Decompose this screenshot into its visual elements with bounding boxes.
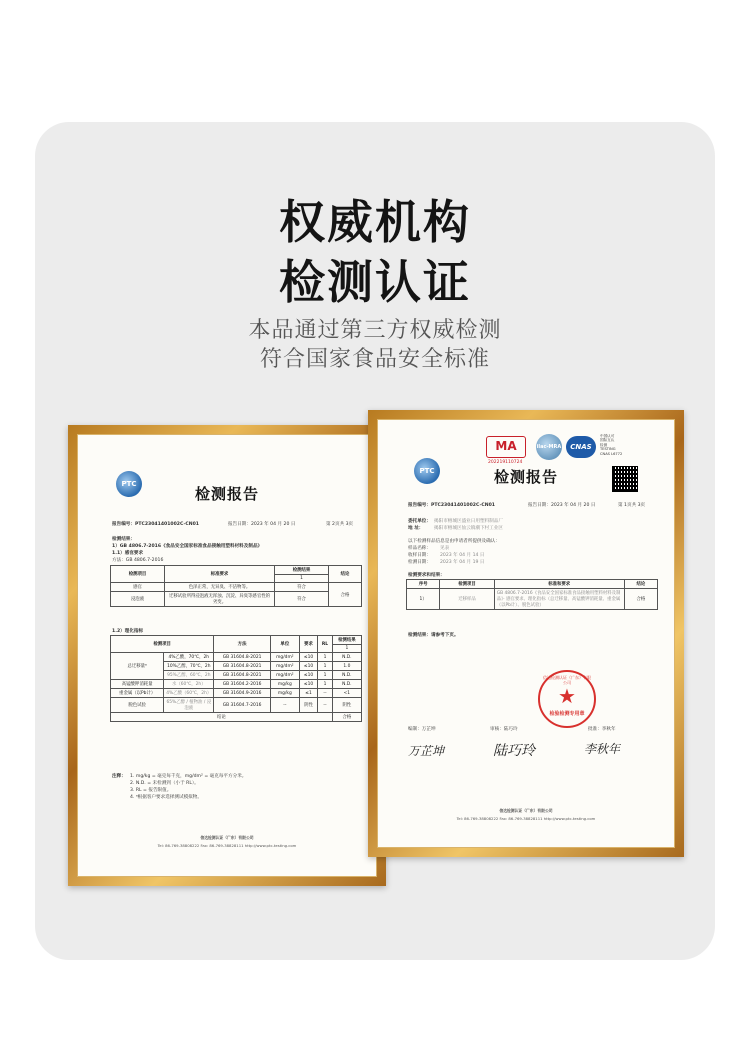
seal-star-icon: ★ [558, 684, 576, 708]
sensory-subheader: 1 [275, 575, 329, 583]
left-notes-label: 注释： [112, 774, 126, 779]
cnas-caption-line: 中国认可 [600, 434, 615, 438]
table-cell: GB 31604.9-2016 [214, 689, 271, 698]
result-reference-line: 检测结果：请参考下页。 [408, 633, 459, 638]
sensory-header-item: 检测项目 [111, 566, 165, 583]
table-cell: -- [270, 698, 299, 713]
physchem-conclusion: 合格 [332, 713, 361, 722]
table-cell: ≤10 [299, 653, 317, 662]
address-label: 地 址： [408, 526, 424, 531]
table-cell: 1 [318, 662, 332, 671]
right-footer-contact: Tel: 86-769-38808222 Fax: 86-769-38828111 http://www.ptc-testing.com [456, 816, 596, 821]
physchem-table [110, 635, 362, 722]
left-report-number: 报告编号：PTC23041401002C-CN01 [112, 522, 199, 527]
sensory-header-req: 标准要求 [165, 566, 275, 583]
left-certificate-title: 检测报告 [194, 485, 259, 503]
client-value: 揭阳市榕城区盛业日用塑料制品厂 [434, 519, 503, 524]
table-cell: 感官 [111, 583, 165, 592]
table-cell: -- [318, 689, 332, 698]
table-cell: 高锰酸钾消耗量 [111, 680, 164, 689]
right-footer-company: 信达检测认证（广东）有限公司 [499, 808, 553, 813]
right-certificate-frame [368, 410, 684, 857]
right-report-number: 报告编号：PTC23041401002C-CN01 [408, 503, 495, 508]
client-label: 委托单位： [408, 519, 431, 524]
seal-ring-text: 信达检测认证（广东）有限公司 [543, 675, 591, 685]
table-cell: 10%乙醇，70℃，2h [164, 662, 214, 671]
left-certificate-page [77, 434, 377, 877]
table-cell: ≤1 [299, 689, 317, 698]
physchem-header-result: 检测结果 [332, 636, 361, 645]
requirements-label: 检测要求和结果： [408, 573, 445, 578]
table-cell: GB 31604.8-2021 [214, 671, 271, 680]
table-cell: 阴性 [332, 698, 361, 713]
physchem-header-req: 要求 [299, 636, 317, 653]
sensory-header-conclusion: 结论 [329, 566, 362, 583]
physchem-header-unit: 单位 [270, 636, 299, 653]
physchem-header-item: 检测项目 [111, 636, 214, 653]
table-cell: GB 31604.7-2016 [214, 698, 271, 713]
right-certificate-page [377, 419, 675, 848]
note-line: 1. mg/kg = 毫克每千克，mg/dm² = 毫克每平方分米。 [130, 774, 247, 779]
ilac-mra-icon: ilac-MRA [536, 434, 562, 460]
table-cell: 重金属（以Pb计） [111, 689, 164, 698]
left-page-number: 第 2页共 3页 [326, 522, 354, 527]
table-cell: 4%乙酸，70℃，2h [164, 653, 214, 662]
table-cell: N.D. [332, 680, 361, 689]
left-certificate-frame [68, 425, 386, 886]
table-row [111, 592, 362, 607]
reviewer-signature: 陆巧玲 [493, 743, 535, 759]
table-cell: GB 31604.8-2021 [214, 653, 271, 662]
received-value: 2023 年 04 月 14 日 [440, 553, 485, 558]
subtitle-line-1: 本品通过第三方权威检测 [248, 318, 502, 343]
req-header-no: 序号 [407, 580, 440, 589]
compiler-label: 编制：万芷坤 [408, 727, 436, 732]
left-method-label: 方法：GB 4806.7-2016 [112, 558, 164, 563]
table-cell: ≤10 [299, 680, 317, 689]
cnas-caption-line: 国际互认 [600, 438, 615, 443]
reviewer-label: 审核：陆巧玲 [490, 727, 518, 732]
physchem-header-method: 方法 [214, 636, 271, 653]
table-cell: 1） [407, 589, 440, 610]
table-cell: N.D. [332, 671, 361, 680]
table-cell: mg/kg [270, 689, 299, 698]
left-physchem-label: 1.2）理化指标 [112, 629, 144, 634]
table-row [407, 589, 658, 610]
table-cell: -- [318, 698, 332, 713]
address-value: 揭阳市榕城区仙云镇潮下村工业区 [434, 526, 503, 531]
cnas-caption-line: 检测 [600, 442, 608, 447]
ptc-logo-icon: PTC [414, 458, 440, 484]
left-report-date: 报告日期：2023 年 04 月 20 日 [228, 522, 296, 527]
table-row [111, 713, 362, 722]
approver-label: 批准：李秋年 [588, 727, 616, 732]
table-cell: N.D. [332, 653, 361, 662]
right-report-date: 报告日期：2023 年 04 月 20 日 [528, 503, 596, 508]
left-footer-company: 信达检测认证（广东）有限公司 [200, 835, 254, 840]
table-cell: GB 31604.8-2021 [214, 662, 271, 671]
sensory-conclusion: 合格 [329, 583, 362, 607]
physchem-conclusion-label: 结论 [111, 713, 333, 722]
table-cell: 迁移样品 [440, 589, 494, 610]
left-sensory-label: 1.1）感官要求 [112, 551, 144, 556]
table-cell: GB 4806.7-2016《食品安全国家标准食品接触用塑料材料及制品》· 感官要求、理化指标（总迁移量、高锰酸钾消耗量、重金属（以Pb计）、脱色试验） [494, 589, 624, 610]
cnas-caption [600, 434, 622, 456]
cnas-caption-line: CNAS L6772 [600, 451, 623, 456]
table-cell: 阴性 [299, 698, 317, 713]
table-cell: ≤10 [299, 662, 317, 671]
table-cell: mg/dm² [270, 671, 299, 680]
table-cell: 迁移试验所得浸泡液无浑浊、沉淀、异臭等感官性的劣变。 [165, 592, 275, 607]
headline-line-1: 权威机构 [279, 195, 471, 249]
table-cell: 1.0 [332, 662, 361, 671]
table-cell: 4%乙酸（60℃，2h） [164, 689, 214, 698]
approver-signature: 李秋年 [584, 742, 621, 756]
table-cell: 65%乙醇 / 植物油 / 浸泡液 [164, 698, 214, 713]
cnas-logo-icon: CNAS [566, 436, 596, 458]
received-label: 收样日期： [408, 553, 431, 558]
table-cell: ≤10 [299, 671, 317, 680]
req-header-standard: 标准和要求 [494, 580, 624, 589]
left-footer-contact: Tel: 86-769-38808222 Fax: 86-769-38828111 http://www.ptc-testing.com [157, 843, 297, 848]
cnas-caption-line: TESTING [600, 447, 616, 452]
compiler-signature: 万芷坤 [408, 744, 445, 758]
tested-label: 检测日期： [408, 560, 431, 565]
left-standard-line: 1）GB 4806.7-2016《食品安全国家标准食品接触用塑料材料及制品》 [112, 544, 263, 549]
right-page-number: 第 1页共 3页 [618, 503, 646, 508]
table-row [111, 583, 362, 592]
table-cell: 色泽正常，无异臭、不洁物等。 [165, 583, 275, 592]
table-cell: <1 [332, 689, 361, 698]
seal-caption: 检验检测专用章 [549, 711, 585, 717]
sample-name-label: 样品名称： [408, 546, 431, 551]
confirm-line: 以下检测样品信息是由申请者所提供及确认： [408, 539, 500, 544]
subtitle-line-2: 符合国家食品安全标准 [259, 347, 490, 372]
table-cell: 总迁移量ᵃ [111, 653, 164, 680]
table-row [111, 698, 362, 713]
ptc-logo-icon: PTC [116, 471, 142, 497]
note-line: 2. N.D. = 未检测到（小于 RL）。 [130, 781, 199, 786]
table-cell: 水（60℃，2h） [164, 680, 214, 689]
physchem-subheader: 1 [332, 645, 361, 653]
table-cell: 合格 [624, 589, 657, 610]
table-cell: mg/kg [270, 680, 299, 689]
table-cell: 符合 [275, 592, 329, 607]
requirements-table [406, 579, 658, 610]
table-cell: GB 31604.2-2016 [214, 680, 271, 689]
left-result-label: 检测结果： [112, 537, 135, 542]
table-cell: 符合 [275, 583, 329, 592]
table-row [111, 689, 362, 698]
table-cell: 95%乙醇，60℃，2h [164, 671, 214, 680]
table-cell: mg/dm² [270, 662, 299, 671]
table-row [111, 680, 362, 689]
note-line: 3. RL = 报告限值。 [130, 788, 172, 793]
qr-code-icon [612, 466, 638, 492]
tested-value: 2023 年 04 月 19 日 [440, 560, 485, 565]
official-seal-icon [538, 670, 596, 728]
req-header-conclusion: 结论 [624, 580, 657, 589]
table-cell: 1 [318, 653, 332, 662]
table-cell: 1 [318, 671, 332, 680]
right-certificate-title: 检测报告 [493, 468, 558, 486]
note-line: 4. ᵃ根据客户要求选择测试模拟物。 [130, 795, 202, 800]
sensory-table [110, 565, 362, 607]
sample-name-value: 见表 [440, 546, 450, 551]
physchem-header-rl: RL [318, 636, 332, 653]
req-header-item: 检测项目 [440, 580, 494, 589]
cma-badge-icon: MA [486, 436, 526, 458]
headline-line-2: 检测认证 [279, 255, 471, 309]
table-cell: 1 [318, 680, 332, 689]
table-cell: mg/dm² [270, 653, 299, 662]
sensory-header-result: 检测结果 [275, 566, 329, 575]
cma-code: 202219110724 [488, 460, 523, 465]
table-row [111, 653, 362, 662]
table-cell: 浸泡液 [111, 592, 165, 607]
table-cell: 脱色试验 [111, 698, 164, 713]
